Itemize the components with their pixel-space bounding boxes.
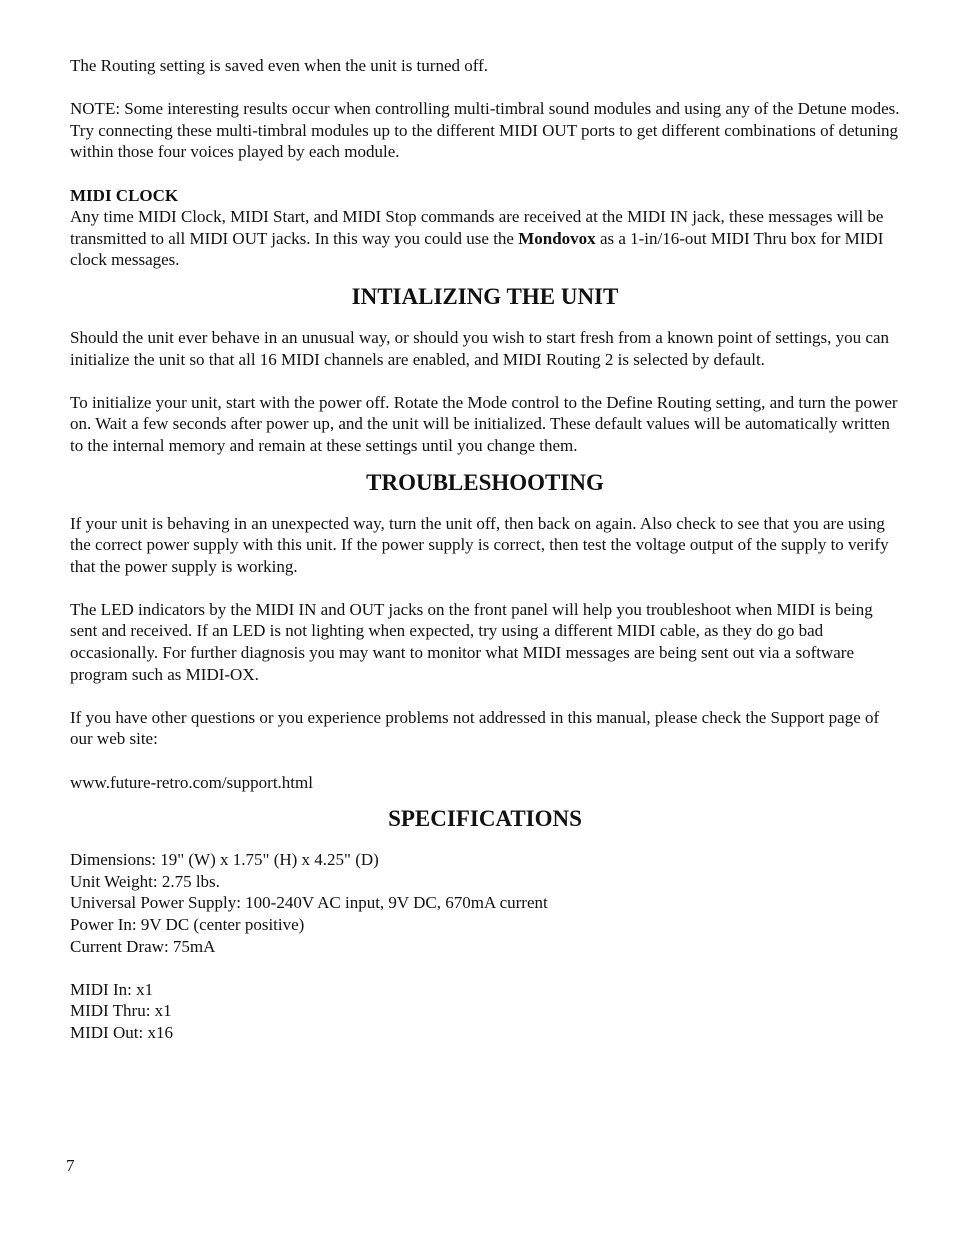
initializing-heading: INTIALIZING THE UNIT [351,283,619,309]
midi-clock-text-before: Any time MIDI Clock, MIDI Start, and MIDI Stop commands are received at the MIDI IN jack, these messages will be transmitted to all MIDI OUT jacks. In this way you could use the [70,207,884,248]
midi-clock-paragraph [70,206,900,271]
page-number: 7 [66,1156,75,1175]
midi-clock-heading: MIDI CLOCK [70,185,179,205]
spec-power-supply: Universal Power Supply: 100-240V AC input, 9V DC, 670mA current [70,893,548,913]
spec-midi-thru: MIDI Thru: x1 [70,1001,172,1021]
troubleshooting-paragraph-1: If your unit is behaving in an unexpected way, turn the unit off, then back on again. Also check to see that you are using the correct power supply with this unit. If the power supply is correct, then test the voltage output of the supply to verify that the power supply is working. [70,513,889,576]
spec-weight: Unit Weight: 2.75 lbs. [70,871,220,891]
troubleshooting-paragraph-3: If you have other questions or you experience problems not addressed in this manual, please check the Support page of our web site: [70,707,880,749]
midi-clock-text-after: as a 1-in/16-out MIDI Thru box for MIDI clock messages. [70,228,884,270]
spec-dimensions: Dimensions: 19" (W) x 1.75" (H) x 4.25" (D) [70,850,379,870]
troubleshooting-heading: TROUBLESHOOTING [366,469,604,495]
specifications-heading: SPECIFICATIONS [388,806,582,832]
spec-power-in: Power In: 9V DC (center positive) [70,915,305,934]
spec-midi-out: MIDI Out: x16 [70,1022,173,1042]
support-url: www.future-retro.com/support.html [70,772,313,792]
troubleshooting-paragraph-2: The LED indicators by the MIDI IN and OUT jacks on the front panel will help you troubleshoot when MIDI is being sent and received. If an LED is not lighting when expected, try using a different MIDI cable, as they do go bad occasionally. For further diagnosis you may want to monitor what MIDI messages are being sent out via a software program such as MIDI-OX. [70,599,873,684]
spec-current-draw: Current Draw: 75mA [70,936,216,956]
note-paragraph: NOTE: Some interesting results occur when controlling multi-timbral sound modules and using any of the Detune modes. Try connecting these multi-timbral modules up to the different MIDI OUT ports to get different combinations of detuning within those four voices played by each module. [70,99,900,162]
initializing-paragraph-1: Should the unit ever behave in an unusual way, or should you wish to start fresh from a known point of settings, you can initialize the unit so that all 16 MIDI channels are enabled, and MIDI Routing 2 is selected by default. [70,327,890,369]
document-page [70,55,900,1044]
spec-midi-in: MIDI In: x1 [70,979,154,999]
product-name: Mondovox [518,228,596,248]
routing-saved-text: The Routing setting is saved even when the unit is turned off. [70,56,489,75]
initializing-paragraph-2: To initialize your unit, start with the power off. Rotate the Mode control to the Define Routing setting, and turn the power on. Wait a few seconds after power up, and the unit will be initialized. These default values will be automatically written to the internal memory and remain at these settings until you change them. [70,392,898,455]
